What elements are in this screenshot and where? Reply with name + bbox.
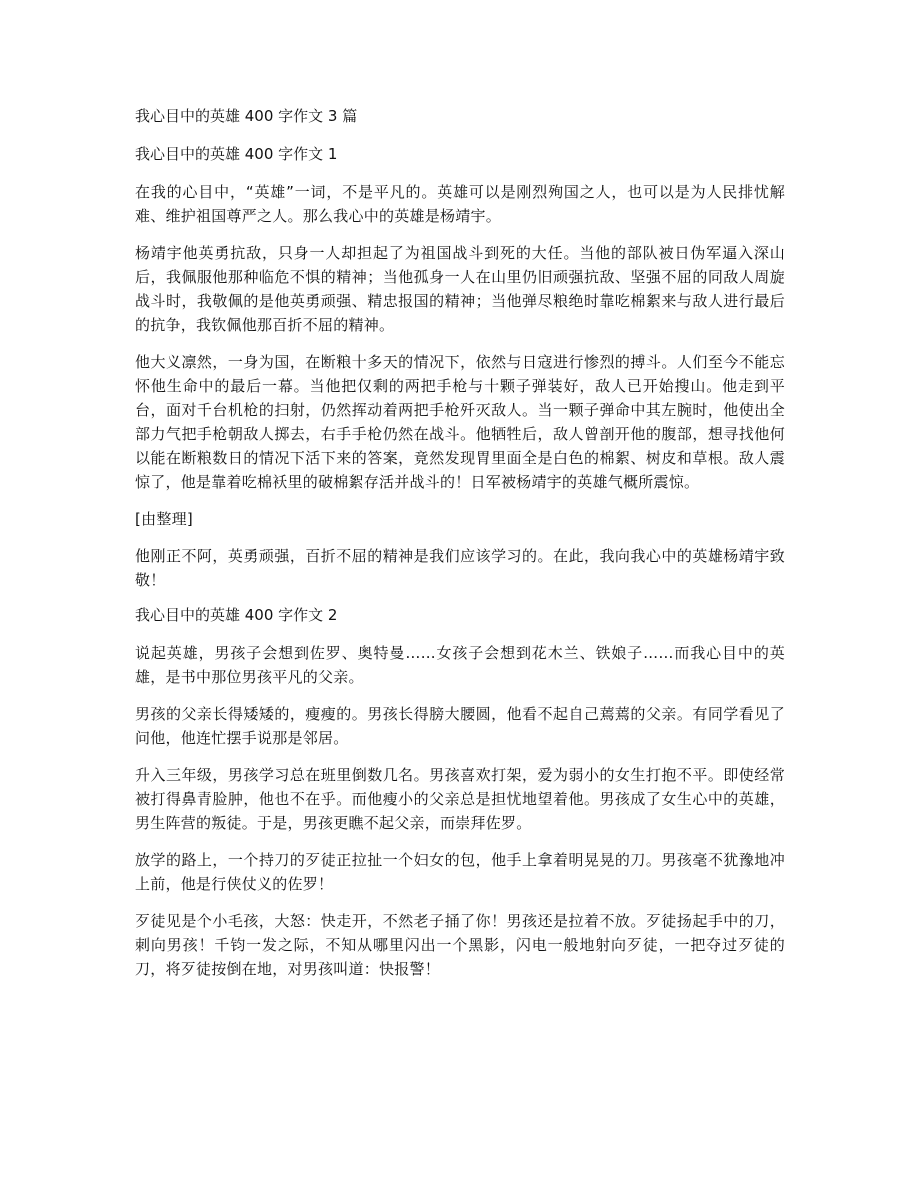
paragraph: 在我的心目中，“英雄”一词，不是平凡的。英雄可以是刚烈殉国之人，也可以是为人民排忧解难、维护祖国尊严之人。那么我心中的英雄是杨靖宇。 [135, 183, 785, 225]
document-title: 我心目中的英雄 400 字作文 3 篇 [135, 107, 358, 125]
paragraph: 歹徒见是个小毛孩，大怒：快走开，不然老子捅了你！男孩还是拉着不放。歹徒扬起手中的刀，刺向男孩！千钧一发之际，不知从哪里闪出一个黑影，闪电一般地射向歹徒，一把夺过歹徒的刀，将歹徒按倒在地，对男孩叫道：快报警！ [135, 912, 785, 978]
paragraph: 说起英雄，男孩子会想到佐罗、奥特曼……女孩子会想到花木兰、铁娘子……而我心目中的英雄，是书中那位男孩平凡的父亲。 [135, 644, 785, 686]
paragraph: 男孩的父亲长得矮矮的，瘦瘦的。男孩长得膀大腰圆，他看不起自己蔫蔫的父亲。有同学看见了问他，他连忙摆手说那是邻居。 [135, 705, 785, 747]
paragraph: 升入三年级，男孩学习总在班里倒数几名。男孩喜欢打架，爱为弱小的女生打抱不平。即使经常被打得鼻青脸肿，他也不在乎。而他瘦小的父亲总是担忧地望着他。男孩成了女生心中的英雄，男生阵营的叛徒。于是，男孩更瞧不起父亲，而崇拜佐罗。 [135, 766, 785, 832]
paragraph: 杨靖宇他英勇抗敌，只身一人却担起了为祖国战斗到死的大任。当他的部队被日伪军逼入深山后，我佩服他那种临危不惧的精神；当他孤身一人在山里仍旧顽强抗敌、坚强不屈的同敌人周旋战斗时，我敬佩的是他英勇顽强、精忠报国的精神；当他弹尽粮绝时靠吃棉絮来与敌人进行最后的抗争，我钦佩他那百折不屈的精神。 [135, 244, 785, 334]
section-heading: 我心目中的英雄 400 字作文 1 [135, 145, 338, 163]
section-heading: 我心目中的英雄 400 字作文 2 [135, 606, 338, 624]
source-note: [由整理] [135, 510, 193, 528]
paragraph: 他大义凛然，一身为国，在断粮十多天的情况下，依然与日寇进行惨烈的搏斗。人们至今不能忘怀他生命中的最后一幕。当他把仅剩的两把手枪与十颗子弹装好，敌人已开始搜山。他走到平台，面对千台机枪的扫射，仍然挥动着两把手枪歼灭敌人。当一颗子弹命中其左腕时，他使出全部力气把手枪朝敌人掷去，右手手枪仍然在战斗。他牺牲后，敌人曾剖开他的腹部，想寻找他何以能在断粮数日的情况下活下来的答案，竟然发现胃里面全是白色的棉絮、树皮和草根。敌人震惊了，他是靠着吃棉袄里的破棉絮存活并战斗的！日军被杨靖宇的英雄气概所震惊。 [135, 353, 785, 491]
document-page [135, 106, 785, 994]
paragraph: 放学的路上，一个持刀的歹徒正拉扯一个妇女的包，他手上拿着明晃晃的刀。男孩毫不犹豫地冲上前，他是行侠仗义的佐罗！ [135, 851, 785, 893]
paragraph: 他刚正不阿，英勇顽强，百折不屈的精神是我们应该学习的。在此，我向我心中的英雄杨靖宇致敬！ [135, 547, 785, 589]
